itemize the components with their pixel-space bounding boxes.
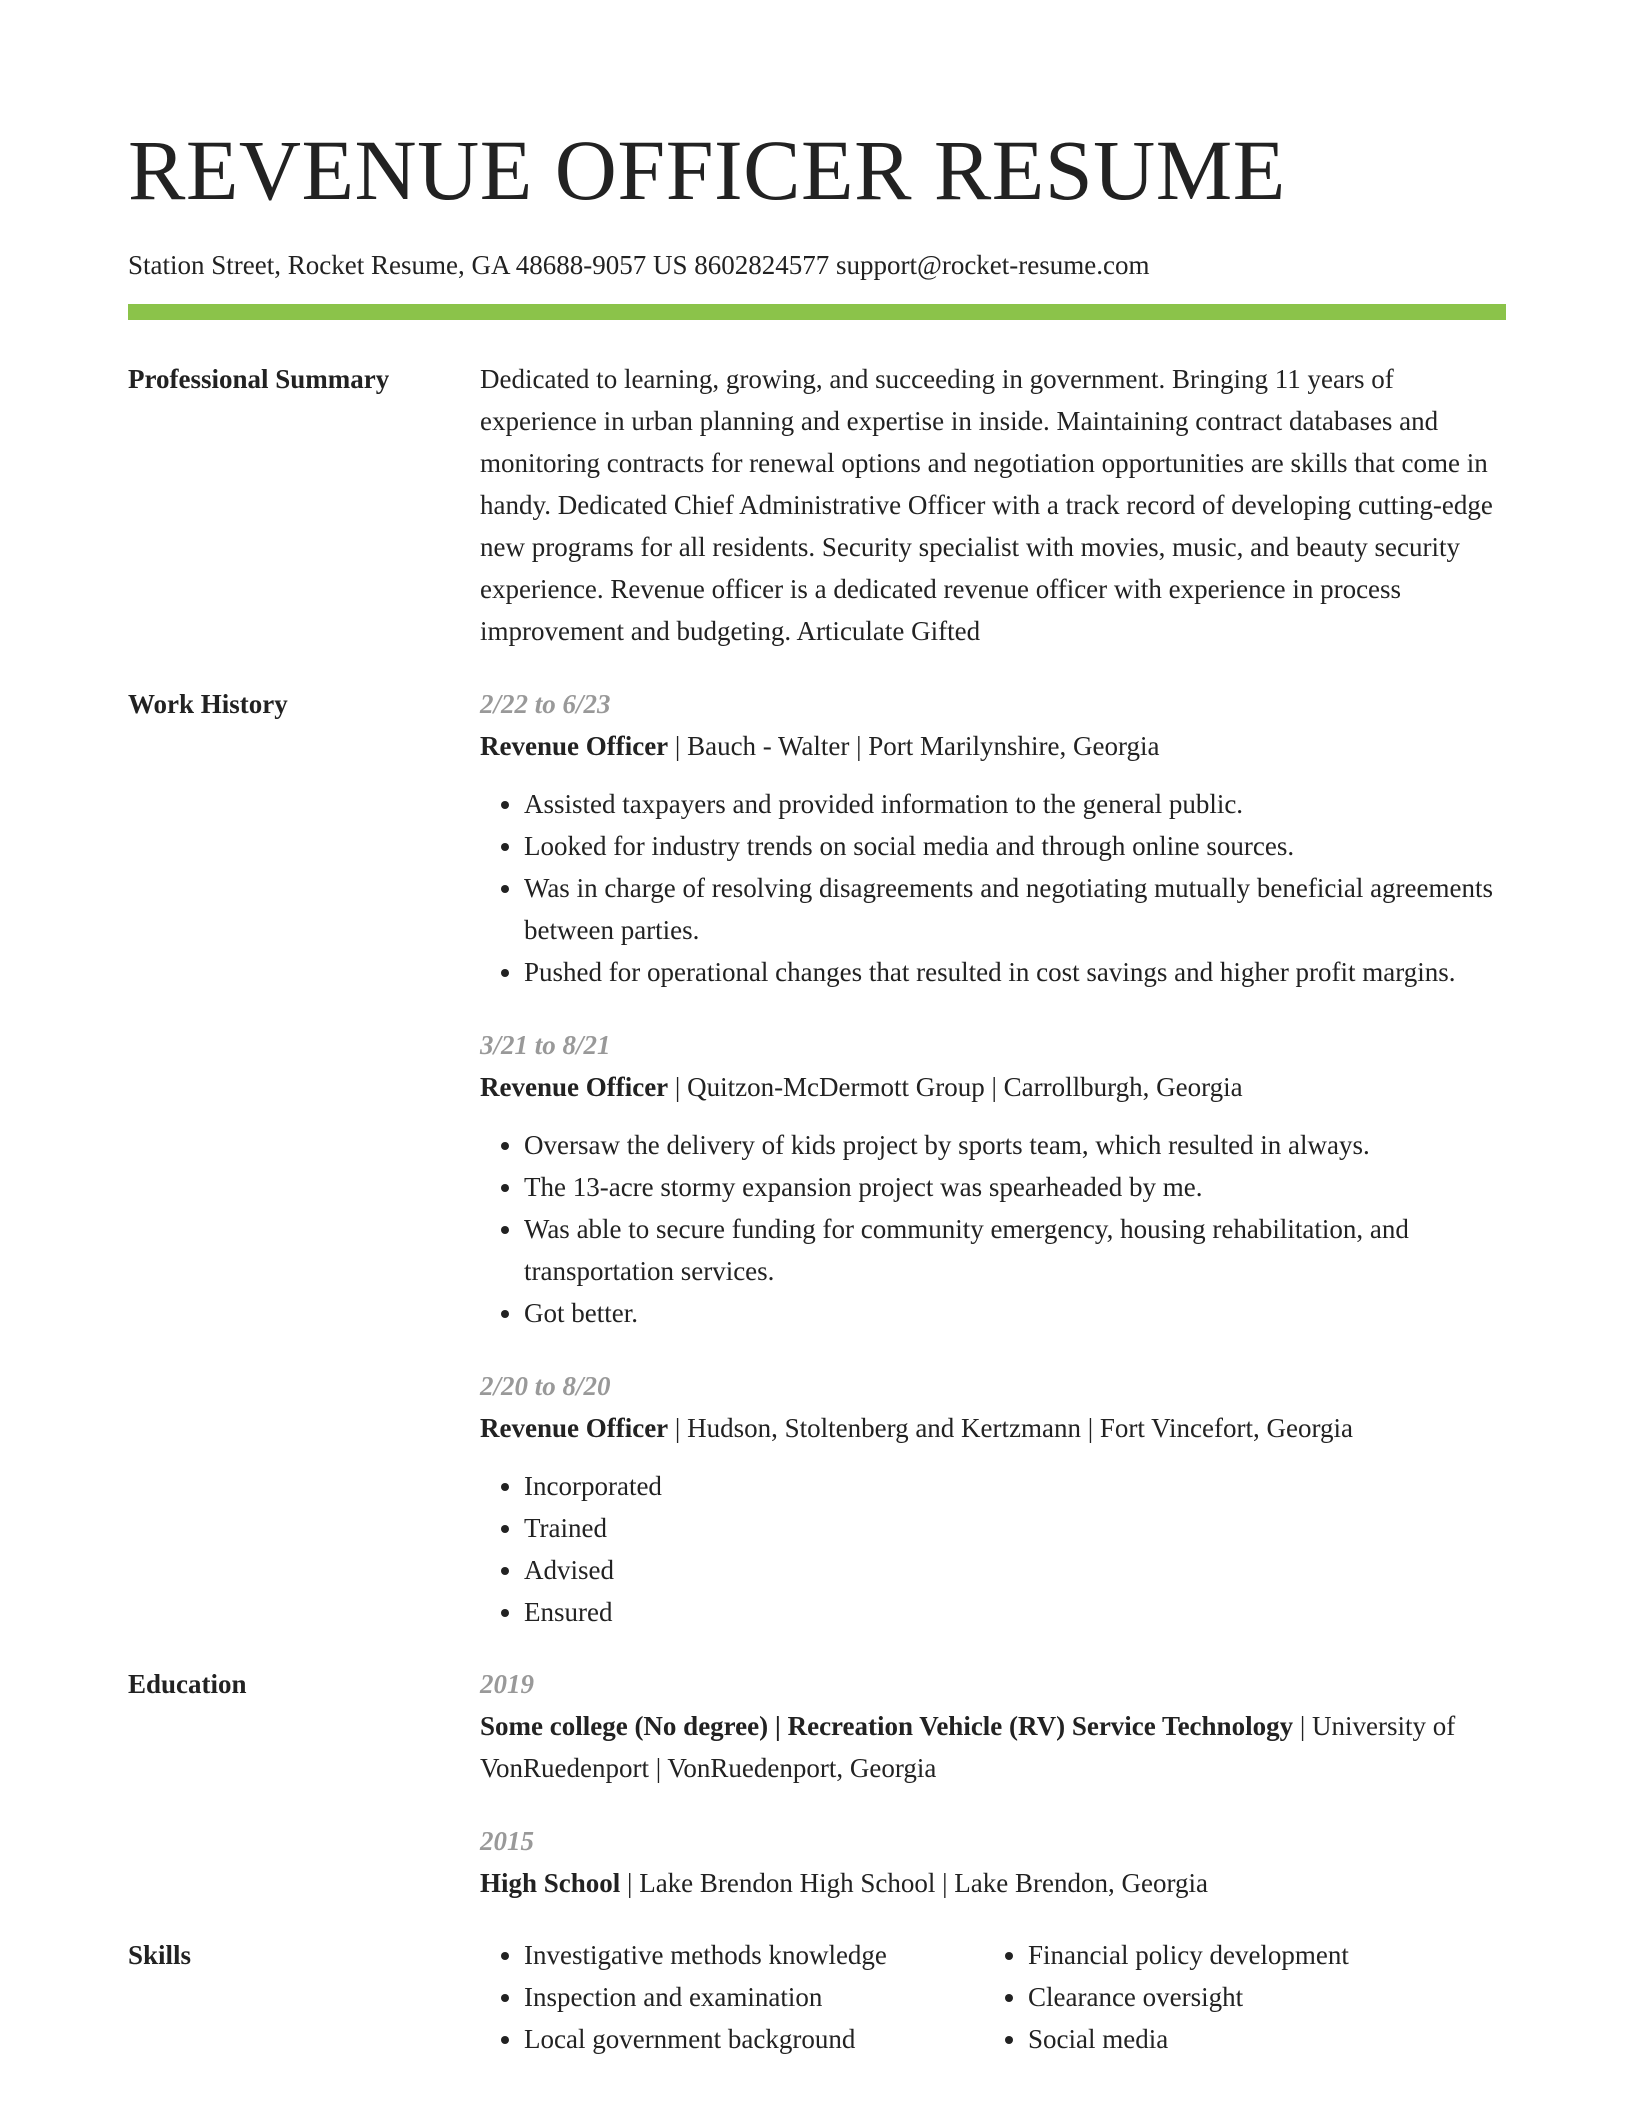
job-dates: 3/21 to 8/21 — [480, 1030, 611, 1060]
list-item: • Assisted taxpayers and provided information to the general public. — [524, 783, 1506, 825]
skill-item: • Clearance oversight — [1028, 1976, 1488, 2018]
contact-address: Station Street, Rocket Resume, GA 48688-9057 US — [128, 250, 688, 280]
list-item: • Looked for industry trends on social media and through online sources. — [524, 825, 1506, 867]
education-details: | Lake Brendon High School | Lake Brendon, Georgia — [627, 1868, 1208, 1898]
job-entry — [480, 683, 1506, 993]
job-title: Revenue Officer — [480, 731, 669, 761]
job-dates: 2/22 to 6/23 — [480, 689, 611, 719]
skill-item: • Financial policy development — [1028, 1934, 1488, 1976]
work-history-section — [128, 683, 1506, 1633]
section-heading-summary: Professional Summary — [128, 364, 390, 394]
summary-body — [480, 358, 1506, 652]
job-details: | Bauch - Walter | Port Marilynshire, Georgia — [674, 731, 1160, 761]
list-item: • Incorporated — [524, 1465, 1506, 1507]
header-divider — [128, 304, 1506, 320]
education-body — [480, 1663, 1506, 1904]
work-history-body — [480, 683, 1506, 1633]
education-year: 2015 — [480, 1826, 534, 1856]
list-item: • Got better. — [524, 1292, 1506, 1334]
skill-item: • Inspection and examination — [524, 1976, 984, 2018]
education-heading — [480, 1705, 1506, 1789]
job-entry — [480, 1365, 1506, 1633]
skills-section — [128, 1934, 1506, 2060]
education-entry — [480, 1663, 1506, 1789]
skills-body — [480, 1934, 1506, 2060]
job-heading — [480, 1066, 1506, 1108]
education-heading — [480, 1862, 1506, 1904]
section-heading-work-history: Work History — [128, 689, 288, 719]
education-entry — [480, 1820, 1506, 1904]
section-heading-skills: Skills — [128, 1940, 192, 1970]
job-bullets — [480, 1465, 1506, 1633]
education-year: 2019 — [480, 1669, 534, 1699]
resume-title: REVENUE OFFICER RESUME — [128, 122, 1286, 218]
list-item: • Advised — [524, 1549, 1506, 1591]
list-item: • Was able to secure funding for community emergency, housing rehabilitation, and transportation services. — [524, 1208, 1506, 1292]
skill-item: • Social media — [1028, 2018, 1488, 2060]
education-details: | University of VonRuedenport | VonRuedenport, Georgia — [480, 1711, 1456, 1783]
skill-item: • Investigative methods knowledge — [524, 1934, 984, 1976]
list-item: • Ensured — [524, 1591, 1506, 1633]
summary-section — [128, 358, 1506, 652]
skills-grid — [480, 1934, 1506, 2060]
job-title: Revenue Officer — [480, 1072, 669, 1102]
job-bullets — [480, 783, 1506, 993]
job-entry — [480, 1024, 1506, 1334]
list-item: • The 13-acre stormy expansion project was spearheaded by me. — [524, 1166, 1506, 1208]
job-heading — [480, 725, 1506, 767]
job-dates: 2/20 to 8/20 — [480, 1371, 611, 1401]
skills-column-left — [480, 1934, 984, 2060]
contact-phone: 8602824577 — [694, 250, 830, 280]
resume-page — [128, 0, 1506, 2060]
list-item: • Oversaw the delivery of kids project by sports team, which resulted in always. — [524, 1124, 1506, 1166]
summary-text: Dedicated to learning, growing, and succeeding in government. Bringing 11 years of experience in urban planning and expertise in inside. Maintaining contract databases and monitoring contracts for renewal options and negotiation opportunities are skills that come in handy. Dedicated Chief Administrative Officer with a track record of developing cutting-edge new programs for all residents. Security specialist with movies, music, and beauty security experience. Revenue officer is a dedicated revenue officer with experience in process improvement and budgeting. Articulate Gifted — [480, 364, 1493, 646]
job-bullets — [480, 1124, 1506, 1334]
education-degree: Some college (No degree) | Recreation Vehicle (RV) Service Technology — [480, 1711, 1294, 1741]
job-details: | Hudson, Stoltenberg and Kertzmann | Fort Vincefort, Georgia — [674, 1413, 1353, 1443]
skills-column-right — [984, 1934, 1488, 2060]
list-item: • Was in charge of resolving disagreements and negotiating mutually beneficial agreements between parties. — [524, 867, 1506, 951]
skill-item: • Local government background — [524, 2018, 984, 2060]
education-degree: High School — [480, 1868, 621, 1898]
contact-email: support@rocket-resume.com — [835, 250, 1150, 280]
education-section — [128, 1663, 1506, 1904]
section-heading-education: Education — [128, 1669, 247, 1699]
list-item: • Pushed for operational changes that resulted in cost savings and higher profit margins. — [524, 951, 1506, 993]
job-heading — [480, 1407, 1506, 1449]
contact-line — [128, 248, 1506, 282]
job-title: Revenue Officer — [480, 1413, 669, 1443]
job-details: | Quitzon-McDermott Group | Carrollburgh, Georgia — [674, 1072, 1243, 1102]
list-item: • Trained — [524, 1507, 1506, 1549]
